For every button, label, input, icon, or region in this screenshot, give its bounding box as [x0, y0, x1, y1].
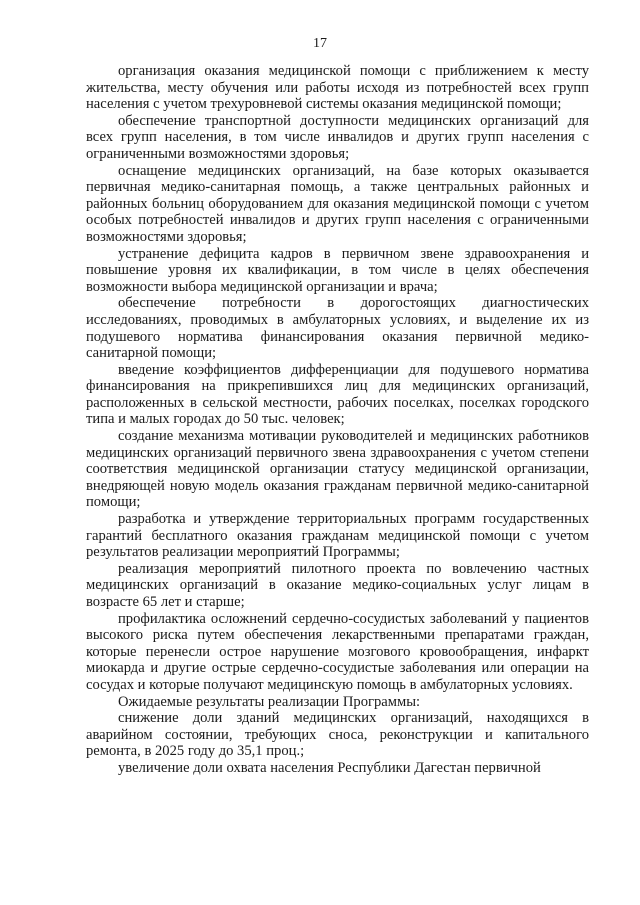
paragraph: оснащение медицинских организаций, на базе которых оказывается первичная медико-санитарная помощь, а также центральных районных и районных больниц оборудованием для оказания медицинской помощи с учетом особых потребностей инвалидов и других групп населения с ограниченными возможностями здоровья; — [86, 162, 589, 245]
paragraph: реализация мероприятий пилотного проекта по вовлечению частных медицинских организаций в оказание медико-социальных услуг лицам в возрасте 65 лет и старше; — [86, 560, 589, 610]
paragraph: введение коэффициентов дифференциации для подушевого норматива финансирования на прикрепившихся лиц для медицинских организаций, расположенных в сельской местности, рабочих поселках, поселках городского типа и малых городах до 50 тыс. человек; — [86, 361, 589, 428]
paragraph: снижение доли зданий медицинских организаций, находящихся в аварийном состоянии, требующих сноса, реконструкции и капитального ремонта, в 2025 году до 35,1 проц.; — [86, 710, 589, 760]
paragraph: создание механизма мотивации руководителей и медицинских работников медицинских организаций первичного звена здравоохранения с учетом степени соответствия медицинской организации статусу медицинской организации, внедряющей новую модель оказания гражданам первичной медико-санитарной помощи; — [86, 428, 589, 511]
paragraph: организация оказания медицинской помощи с приближением к месту жительства, месту обучения или работы исходя из потребностей всех групп населения с учетом трехуровневой системы оказания медицинской помощи; — [86, 63, 589, 113]
page-number: 17 — [313, 36, 327, 51]
paragraph: обеспечение транспортной доступности медицинских организаций для всех групп населения, в том числе инвалидов и других групп населения с ограниченными возможностями здоровья; — [86, 112, 589, 162]
paragraph: профилактика осложнений сердечно-сосудистых заболеваний у пациентов высокого риска путем обеспечения лекарственными препаратами граждан, которые перенесли острое нарушение мозгового кровообращения, инфаркт миокарда и другие острые сердечно-сосудистые заболевания или операции на сосудах и которые получают медицинскую помощь в амбулаторных условиях. — [86, 610, 589, 693]
paragraph: устранение дефицита кадров в первичном звене здравоохранения и повышение уровня их квалификации, в том числе в целях обеспечения возможности выбора медицинской организации и врача; — [86, 245, 589, 295]
paragraph: обеспечение потребности в дорогостоящих диагностических исследованиях, проводимых в амбулаторных условиях, и выделение их из подушевого норматива финансирования оказания первичной медико-санитарной помощи; — [86, 295, 589, 362]
section-heading: Ожидаемые результаты реализации Программы: — [118, 693, 421, 710]
document-body — [86, 63, 589, 777]
paragraph: разработка и утверждение территориальных программ государственных гарантий бесплатного оказания гражданам медицинской помощи с учетом результатов реализации мероприятий Программы; — [86, 511, 589, 561]
paragraph: увеличение доли охвата населения Республики Дагестан первичной — [118, 759, 541, 776]
